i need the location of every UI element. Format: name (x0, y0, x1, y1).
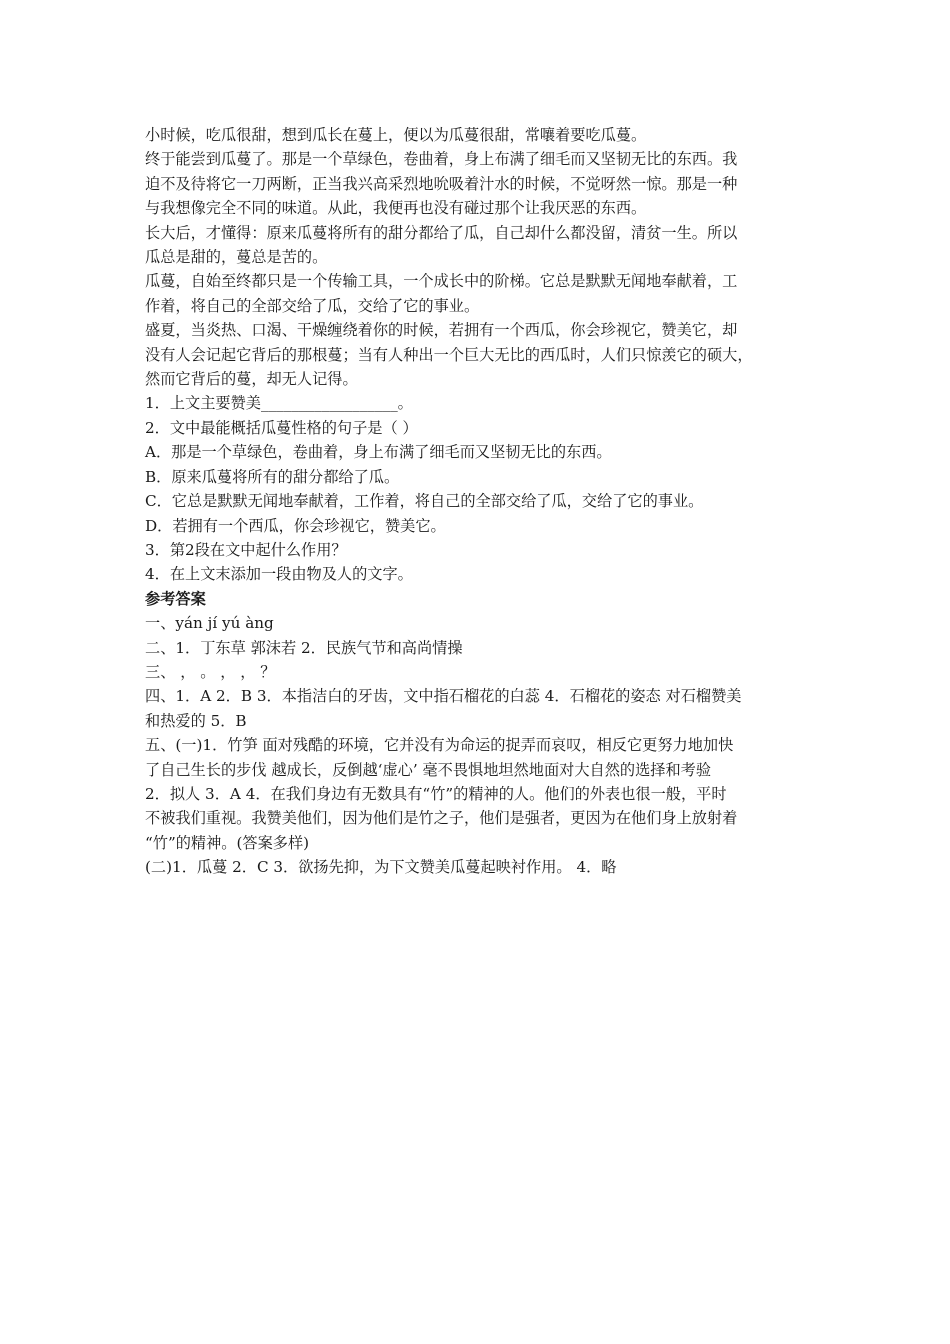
answer-line: 2．拟人 3．A 4．在我们身边有无数具有“竹”的精神的人。他们的外表也很一般，平时 (145, 784, 727, 803)
question-line: 2．文中最能概括瓜蔓性格的句子是（ ） (145, 418, 418, 437)
answer-line: 不被我们重视。我赞美他们，因为他们是竹之子，他们是强者，更因为在他们身上放射着 (145, 809, 738, 828)
passage-line: 与我想像完全不同的味道。从此，我便再也没有碰过那个让我厌恶的东西。 (145, 199, 647, 218)
question-option: B．原来瓜蔓将所有的甜分都给了瓜。 (145, 467, 400, 486)
passage-line: 作着，将自己的全部交给了瓜，交给了它的事业。 (145, 296, 480, 315)
answer-line: 一、yán jí yú àng (145, 614, 274, 633)
answer-line: 二、1．丁东草 郭沫若 2．民族气节和高尚情操 (145, 638, 463, 657)
passage-line: 终于能尝到瓜蔓了。那是一个草绿色，卷曲着，身上布满了细毛而又坚韧无比的东西。我 (145, 150, 738, 169)
answer-line: 了自己生长的步伐 越成长，反倒越‘虚心’ 毫不畏惧地坦然地面对大自然的选择和考验 (145, 760, 712, 779)
passage-line: 迫不及待将它一刀两断，正当我兴高采烈地吮吸着汁水的时候，不觉呀然一惊。那是一种 (145, 174, 738, 193)
passage-line: 长大后，才懂得：原来瓜蔓将所有的甜分都给了瓜，自己却什么都没留，清贫一生。所以 (145, 223, 738, 242)
question-option: D．若拥有一个西瓜，你会珍视它，赞美它。 (145, 516, 446, 535)
passage-line: 然而它背后的蔓，却无人记得。 (145, 370, 358, 389)
question-line: 4．在上文末添加一段由物及人的文字。 (145, 565, 413, 584)
passage (145, 123, 810, 391)
answer-line: 五、(一)1．竹笋 面对残酷的环境，它并没有为命运的捉弄而哀叹，相反它更努力地加快 (145, 736, 734, 755)
answer-line: “竹”的精神。(答案多样) (145, 833, 310, 852)
questions (145, 391, 810, 586)
answer-line: 四、1．A 2．B 3．本指洁白的牙齿，文中指石榴花的白蕊 4．石榴花的姿态 对石榴赞美 (145, 687, 742, 706)
question-line: 1．上文主要赞美__________________。 (145, 394, 413, 413)
question-option: C．它总是默默无闻地奉献着，工作着，将自己的全部交给了瓜，交给了它的事业。 (145, 492, 704, 511)
passage-line: 瓜蔓，自始至终都只是一个传输工具，一个成长中的阶梯。它总是默默无闻地奉献着，工 (145, 272, 738, 291)
question-option: A．那是一个草绿色，卷曲着，身上布满了细毛而又坚韧无比的东西。 (145, 443, 612, 462)
answer-line: 和热爱的 5．B (145, 711, 247, 730)
passage-line: 小时候，吃瓜很甜，想到瓜长在蔓上，便以为瓜蔓很甜，常嚷着要吃瓜蔓。 (145, 126, 647, 144)
answer-line: 三、 ， 。 ， ， ？ (145, 662, 276, 681)
document-page (145, 123, 810, 880)
passage-line: 没有人会记起它背后的那根蔓；当有人种出一个巨大无比的西瓜时，人们只惊羡它的硕大， (145, 345, 753, 364)
passage-line: 瓜总是甜的，蔓总是苦的。 (145, 248, 328, 267)
question-line: 3．第2段在文中起什么作用？ (145, 540, 347, 559)
answer-line: (二)1．瓜蔓 2．C 3．欲扬先抑，为下文赞美瓜蔓起映衬作用。 4．略 (145, 858, 617, 877)
passage-line: 盛夏，当炎热、口渴、干燥缠绕着你的时候，若拥有一个西瓜，你会珍视它，赞美它，却 (145, 321, 738, 340)
answers (145, 587, 810, 880)
answers-heading: 参考答案 (145, 589, 206, 608)
